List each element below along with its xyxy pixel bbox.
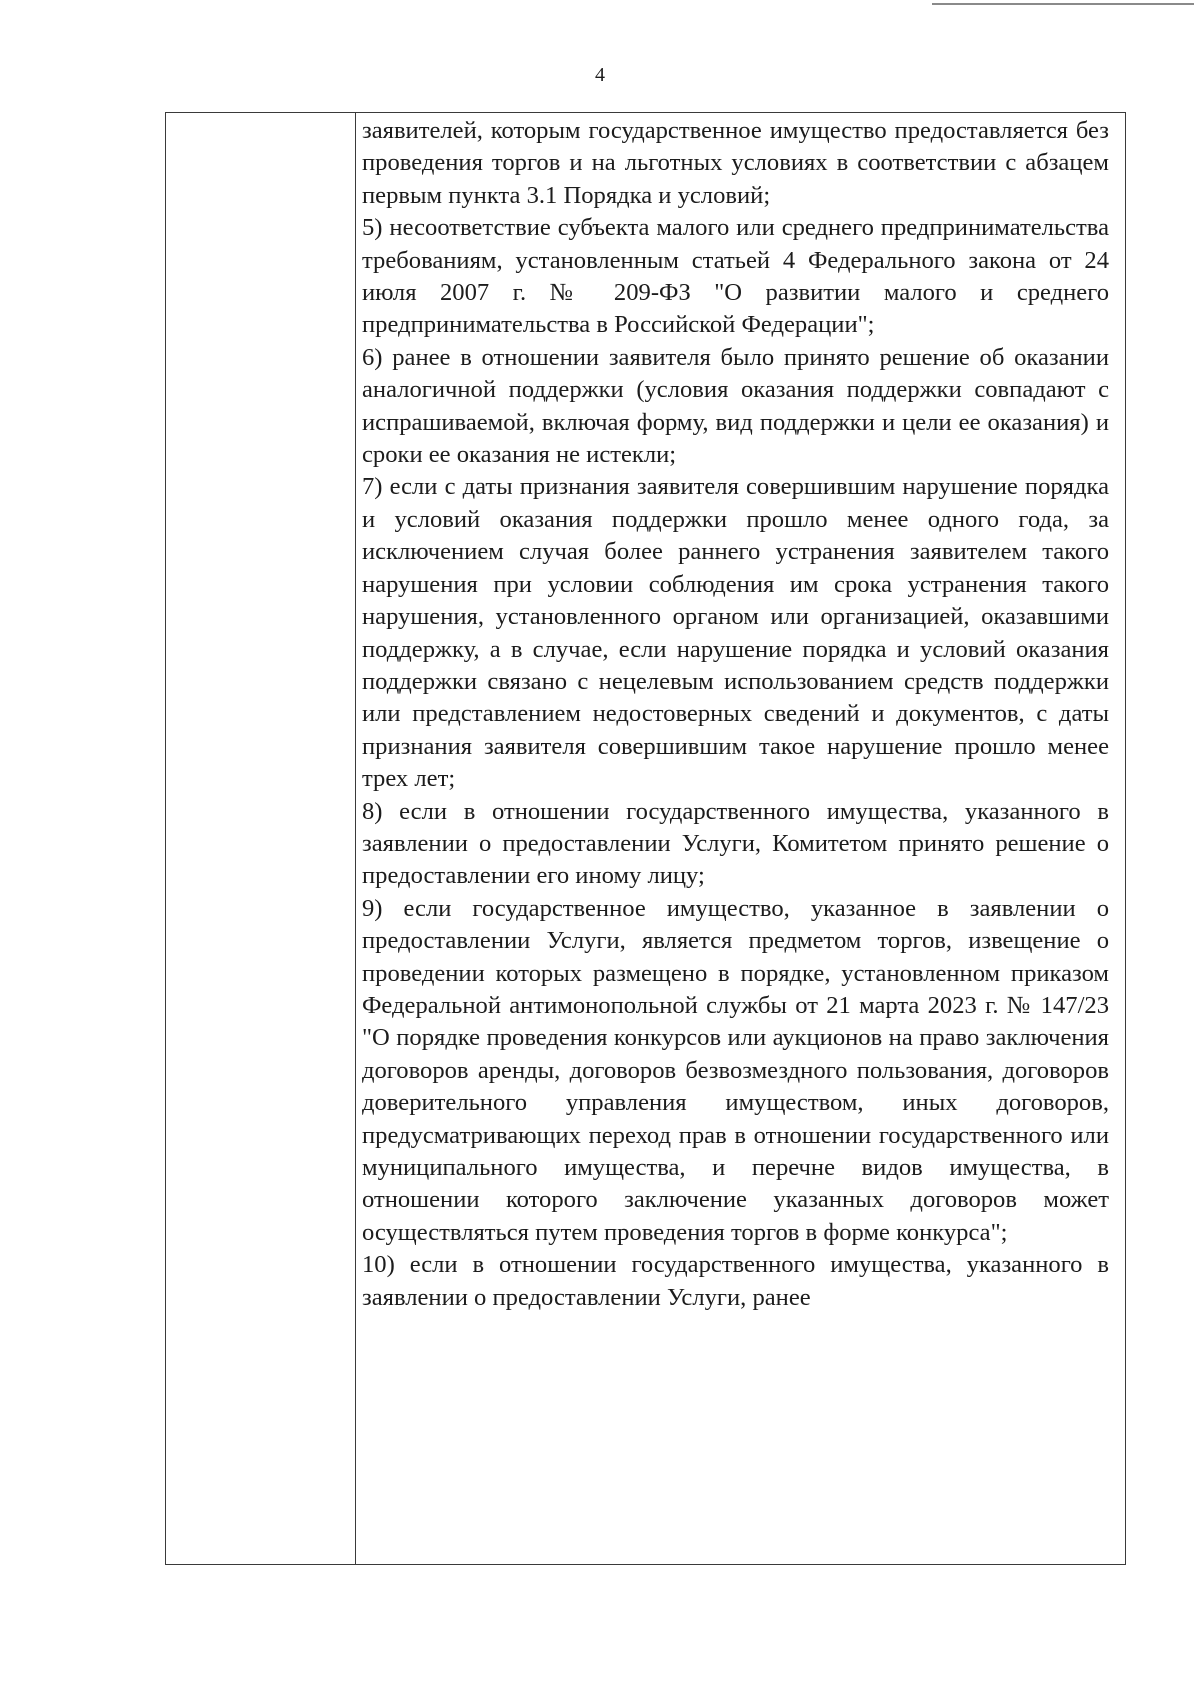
paragraph-item-7: 7) если с даты признания заявителя совершившим нарушение порядка и условий оказания поддержки прошло менее одного года, за исключением случая более раннего устранения заявителем такого нарушения при условии соблюдения им срока устранения такого нарушения, установленного органом или организацией, оказавшими поддержку, а в случае, если нарушение порядка и условий оказания поддержки связано с нецелевым использованием средств поддержки или представлением недостоверных сведений и документов, с даты признания заявителя совершившим такое нарушение прошло менее трех лет; (362, 473, 1109, 793)
paragraph-item-6: 6) ранее в отношении заявителя было принято решение об оказании аналогичной поддержки (условия оказания поддержки совпадают с испрашиваемой, включая форму, вид поддержки и цели ее оказания) и сроки ее оказания не истекли; (362, 343, 1109, 469)
document-table (165, 112, 1126, 1565)
scan-edge-mark (932, 3, 1194, 5)
column-divider (355, 113, 356, 1564)
page-number: 4 (595, 64, 605, 86)
paragraph-item-8: 8) если в отношении государственного имущества, указанного в заявлении о предоставлении Услуги, Комитетом принято решение о предоставлении его иному лицу; (362, 797, 1109, 890)
table-right-cell (362, 115, 1109, 1314)
paragraph-item-5: 5) несоответствие субъекта малого или среднего предпринимательства требованиям, установленным статьей 4 Федерального закона от 24 июля 2007 г. № 209-ФЗ "О развитии малого и среднего предпринимательства в Российской Федерации"; (362, 214, 1109, 339)
paragraph-continuation: заявителей, которым государственное имущество предоставляется без проведения торгов и на льготных условиях в соответствии с абзацем первым пункта 3.1 Порядка и условий; (362, 117, 1109, 209)
table-left-cell (166, 113, 355, 1564)
paragraph-item-10: 10) если в отношении государственного имущества, указанного в заявлении о предоставлении Услуги, ранее (362, 1251, 1109, 1311)
paragraph-item-9: 9) если государственное имущество, указанное в заявлении о предоставлении Услуги, является предметом торгов, извещение о проведении которых размещено в порядке, установленном приказом Федеральной антимонопольной службы от 21 марта 2023 г. № 147/23 "О порядке проведения конкурсов или аукционов на право заключения договоров аренды, договоров безвозмездного пользования, договоров доверительного управления имуществом, иных договоров, предусматривающих переход прав в отношении государственного или муниципального имущества, и перечне видов имущества, в отношении которого заключение указанных договоров может осуществляться путем проведения торгов в форме конкурса"; (362, 894, 1109, 1246)
